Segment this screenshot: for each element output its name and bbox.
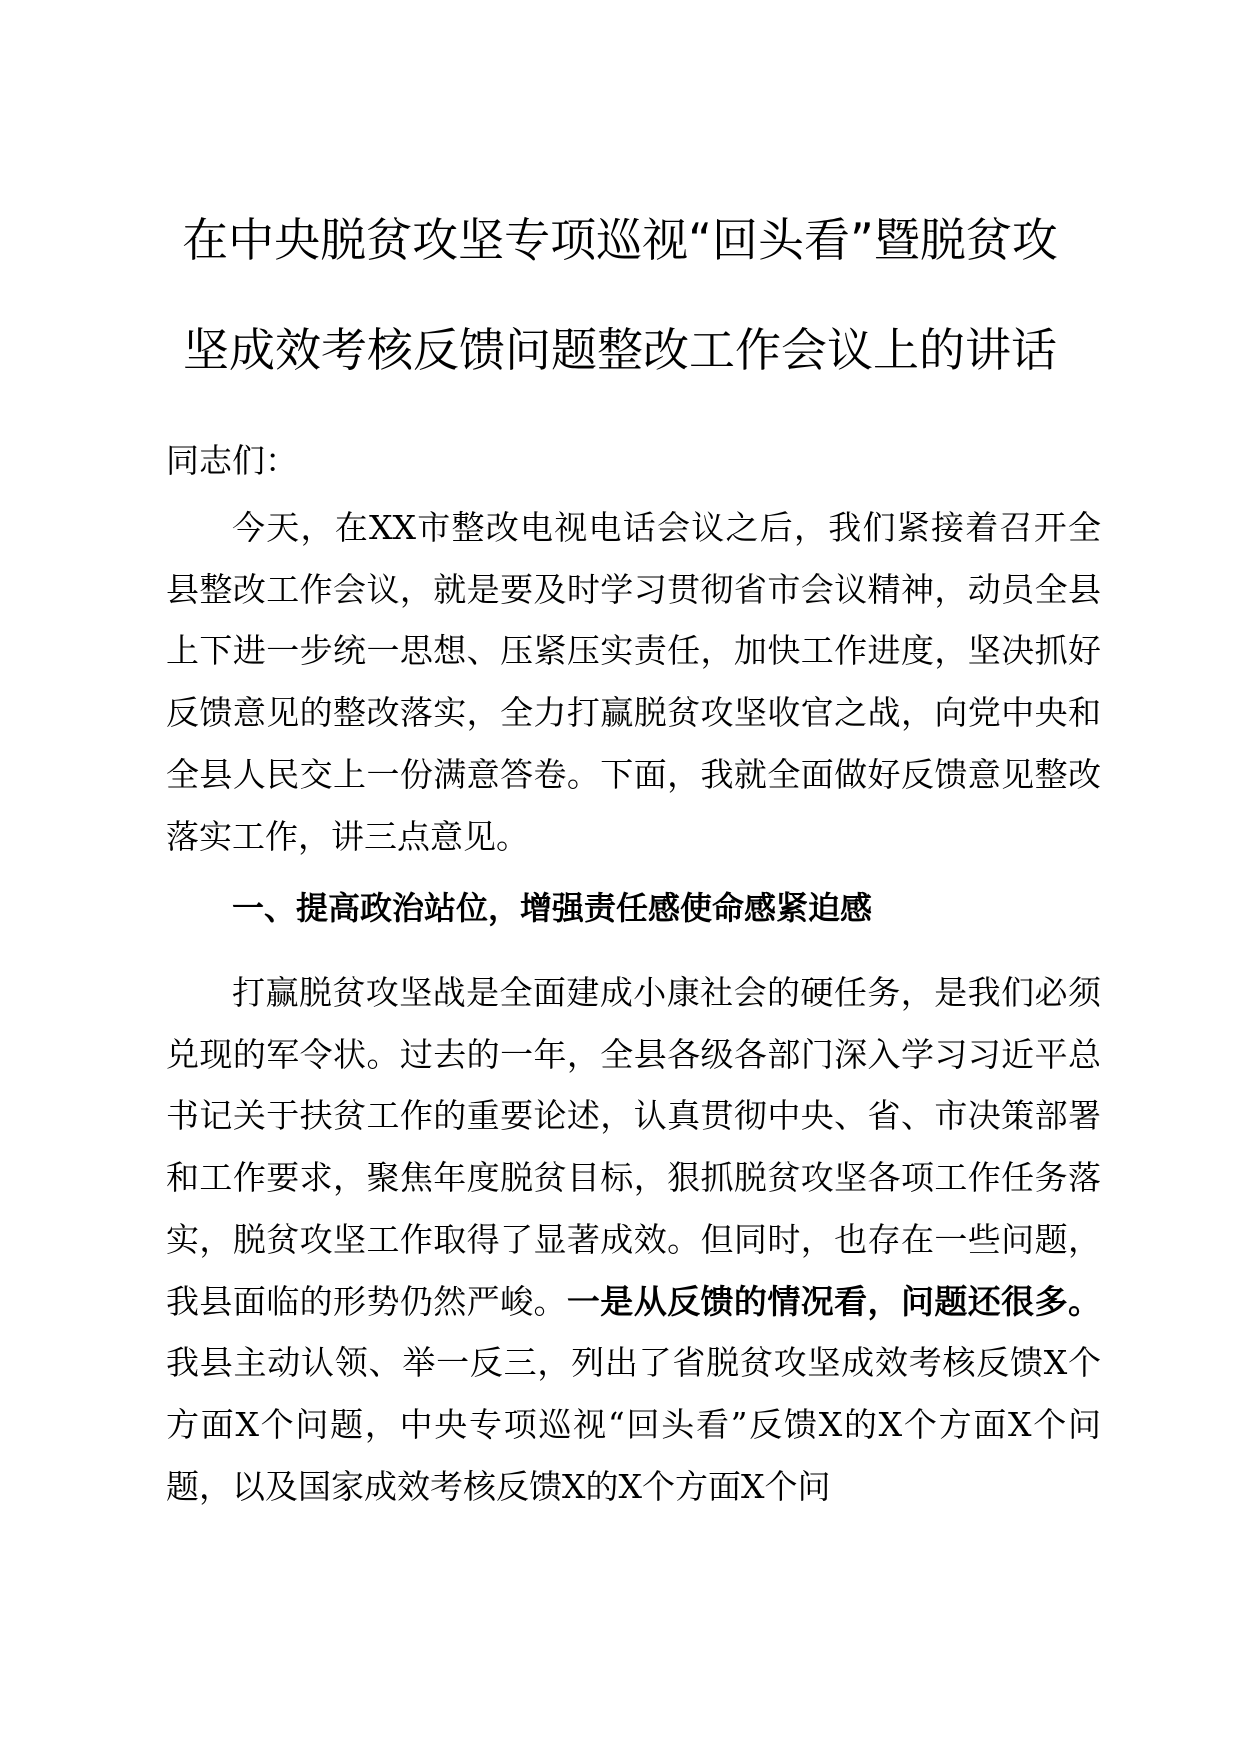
salutation: 同志们： xyxy=(166,441,298,480)
paragraph-section-1-emphasis: 一是从反馈的情况看，问题还很多。 xyxy=(566,1281,1102,1321)
document-title-line-2: 坚成效考核反馈问题整改工作会议上的讲话 xyxy=(183,323,1057,377)
paragraph-intro: 今天，在XX市整改电视电话会议之后，我们紧接着召开全县整改工作会议，就是要及时学习贯彻省市会议精神，动员全县上下进一步统一思想、压紧压实责任，加快工作进度，坚决抓好反馈意见的整改落实，全力打赢脱贫攻坚收官之战，向党中央和全县人民交上一份满意答卷。下面，我就全面做好反馈意见整改落实工作，讲三点意见。 xyxy=(166,508,1101,856)
section-heading-1: 一、提高政治站位，增强责任感使命感紧迫感 xyxy=(232,889,873,927)
paragraph-section-1-text-a: 打赢脱贫攻坚战是全面建成小康社会的硬任务，是我们必须兑现的军令状。过去的一年，全县各级各部门深入学习习近平总书记关于扶贫工作的重要论述，认真贯彻中央、省、市决策部署和工作要求，聚焦年度脱贫目标，狠抓脱贫攻坚各项工作任务落实，脱贫攻坚工作取得了显著成效。但同时，也存在一些问题，我县面临的形势仍然严峻。 xyxy=(166,973,1101,1321)
document-title-line-1: 在中央脱贫攻坚专项巡视“回头看”暨脱贫攻 xyxy=(182,213,1058,267)
paragraph-section-1 xyxy=(166,962,1101,1517)
paragraph-section-1-text-b: 我县主动认领、举一反三，列出了省脱贫攻坚成效考核反馈X个方面X个问题，中央专项巡视“回头看”反馈X的X个方面X个问题，以及国家成效考核反馈X的X个方面X个问 xyxy=(166,1343,1101,1506)
